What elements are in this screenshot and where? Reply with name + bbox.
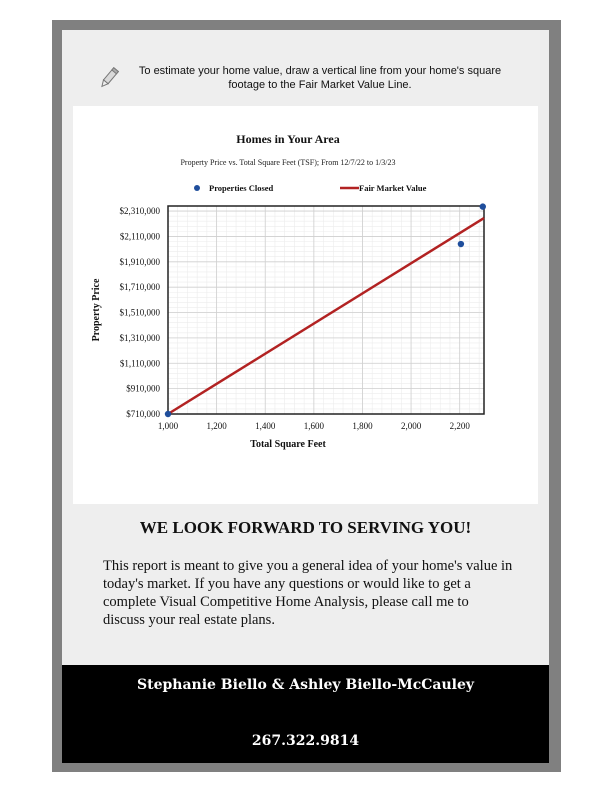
contact-footer — [62, 665, 549, 763]
x-tick-label: 1,200 — [206, 421, 227, 431]
pencil-icon — [98, 66, 120, 90]
instruction-text: To estimate your home value, draw a vertical line from your home's square footage to the Fair Market Value Line. — [138, 65, 502, 91]
chart-panel — [73, 106, 538, 504]
scatter-chart — [73, 106, 538, 504]
x-tick-label: 2,200 — [449, 421, 470, 431]
x-tick-label: 1,600 — [303, 421, 324, 431]
section-heading: WE LOOK FORWARD TO SERVING YOU! — [139, 518, 472, 537]
body-paragraph: This report is meant to give you a general idea of your home's value in today's market. If you have any questions or would like to get a complete Visual Competitive Home Analysis, please call me to discuss your real estate plans. — [103, 558, 513, 628]
y-tick-label: $2,310,000 — [119, 206, 160, 217]
data-point-property — [165, 411, 171, 417]
y-tick-label: $910,000 — [126, 383, 160, 394]
plot-area-border — [168, 206, 484, 414]
y-tick-label: $1,510,000 — [119, 307, 160, 318]
y-tick-label: $1,910,000 — [119, 256, 160, 267]
x-tick-label: 2,000 — [400, 421, 422, 431]
x-tick-label: 1,400 — [255, 421, 276, 431]
fair-market-value-line — [168, 218, 484, 414]
data-point-property — [480, 203, 486, 209]
y-axis-label: Property Price — [91, 278, 102, 342]
chart-title: Homes in Your Area — [236, 132, 340, 146]
instruction-block — [98, 64, 518, 94]
chart-subtitle: Property Price vs. Total Square Feet (TSF); From 12/7/22 to 1/3/23 — [180, 158, 396, 167]
x-tick-label: 1,800 — [352, 421, 373, 431]
legend-label-fair-market-value: Fair Market Value — [359, 183, 427, 193]
data-point-property — [458, 241, 464, 247]
phone-number: 267.322.9814 — [251, 733, 360, 749]
legend-marker-properties-closed — [194, 185, 200, 191]
x-tick-label: 1,000 — [157, 421, 179, 431]
legend-label-properties-closed: Properties Closed — [209, 183, 274, 193]
agent-names: Stephanie Biello & Ashley Biello-McCauley — [137, 677, 474, 693]
y-tick-label: $1,110,000 — [119, 358, 160, 369]
y-tick-label: $1,710,000 — [119, 282, 160, 293]
y-tick-label: $2,110,000 — [119, 231, 160, 242]
y-tick-label: $1,310,000 — [119, 332, 160, 343]
x-axis-label: Total Square Feet — [250, 439, 326, 450]
y-tick-label: $710,000 — [126, 409, 160, 419]
